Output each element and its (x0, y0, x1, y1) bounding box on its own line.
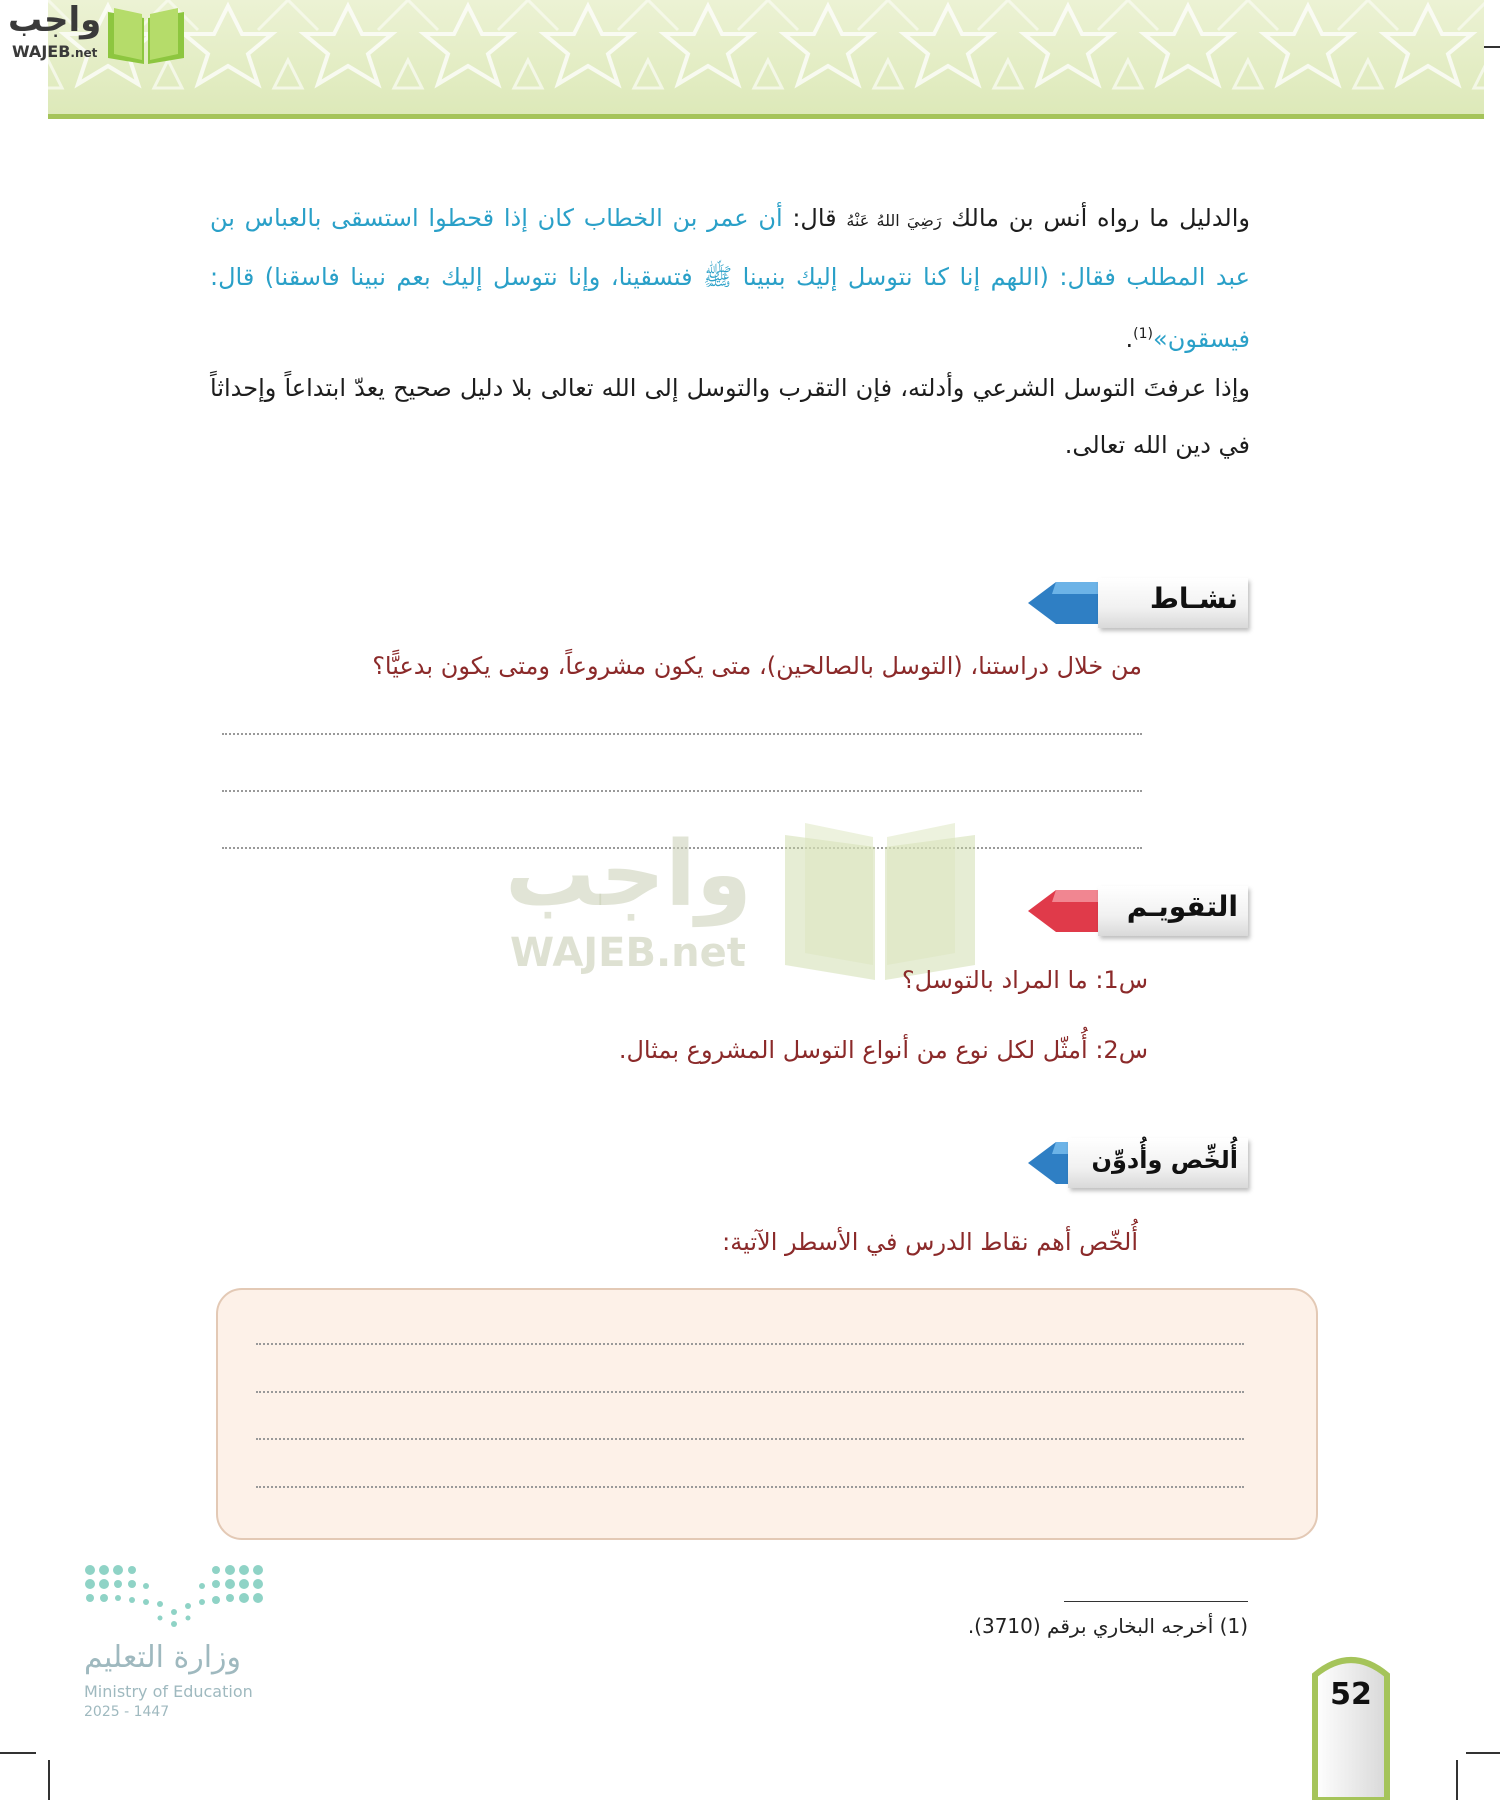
book-icon (104, 4, 188, 66)
said-text: قال: (782, 204, 847, 232)
summary-line[interactable] (256, 1486, 1244, 1488)
summary-line[interactable] (256, 1391, 1244, 1393)
ministry-logo-dots-icon (84, 1562, 264, 1628)
ministry-name-english: Ministry of Education (84, 1682, 253, 1701)
watermark-latin: WAJEB.net (510, 930, 746, 976)
evaluation-q2: س2: أُمثّل لكل نوع من أنواع التوسل المشروع بمثال. (618, 1036, 1148, 1064)
crop-mark (1466, 1752, 1500, 1754)
hadith-quote: أن عمر بن الخطاب كان إذا قحطوا استسقى بالعباس بن عبد المطلب فقال: (اللهم إنا كنا نتوسل إليك بنبينا ﷺ فتسقينا، وإنا نتوسل إليك بعم نبينا فاسقنا) قال: فيسقون» (210, 204, 1250, 353)
header-pattern (48, 0, 1484, 114)
second-paragraph: وإذا عرفتَ التوسل الشرعي وأدلته، فإن التقرب والتوسل إلى الله تعالى بلا دليل صحيح يعدّ ابتداعاً وإحداثاً في دين الله تعالى. (210, 374, 1250, 459)
crop-mark (48, 1760, 50, 1800)
crop-mark (1456, 1760, 1458, 1800)
summary-title: أُلخِّص وأُدوِّن (1091, 1146, 1238, 1174)
page-number-tab (1311, 1645, 1391, 1800)
evaluation-title: التقويـم (1126, 890, 1238, 923)
header-band (48, 0, 1484, 119)
footnote-ref[interactable]: (1) (1133, 326, 1154, 342)
wajeb-logo[interactable] (0, 0, 190, 70)
footnote-rule (1064, 1601, 1248, 1602)
activity-question: من خلال دراستنا، (التوسل بالصالحين)، متى يكون مشروعاً، ومتى يكون بدعيًّا؟ (372, 652, 1142, 680)
logo-latin: WAJEB.net (12, 42, 98, 61)
summary-box (216, 1288, 1318, 1540)
summary-tab (1028, 1138, 1248, 1188)
intro-paragraph (210, 190, 1250, 368)
activity-title: نشـاط (1149, 582, 1238, 615)
ministry-years: 2025 - 1447 (84, 1704, 170, 1720)
summary-line[interactable] (256, 1438, 1244, 1440)
summary-line[interactable] (256, 1343, 1244, 1345)
watermark-arabic: واجب (505, 822, 752, 927)
activity-tab (1028, 578, 1248, 628)
crop-mark (0, 1752, 36, 1754)
page-tab-shape (1311, 1645, 1391, 1800)
answer-line[interactable] (222, 790, 1142, 792)
evaluation-tab (1028, 886, 1248, 936)
summary-instruction: أُلخّص أهم نقاط الدرس في الأسطر الآتية: (722, 1228, 1138, 1256)
line-end: . (1125, 325, 1134, 353)
watermark-book-icon (775, 815, 985, 985)
evaluation-q1: س1: ما المراد بالتوسل؟ (901, 966, 1148, 994)
page-number: 52 (1330, 1677, 1372, 1712)
logo-arabic: واجب (8, 0, 102, 40)
honorific: رَضِيَ اللهُ عَنْهُ (846, 211, 942, 230)
answer-line[interactable] (222, 733, 1142, 735)
intro-text: والدليل ما رواه أنس بن مالك (941, 204, 1250, 232)
ministry-name-arabic: وزارة التعليم (84, 1640, 242, 1675)
footnote-text: (1) أخرجه البخاري برقم (3710). (967, 1614, 1248, 1638)
